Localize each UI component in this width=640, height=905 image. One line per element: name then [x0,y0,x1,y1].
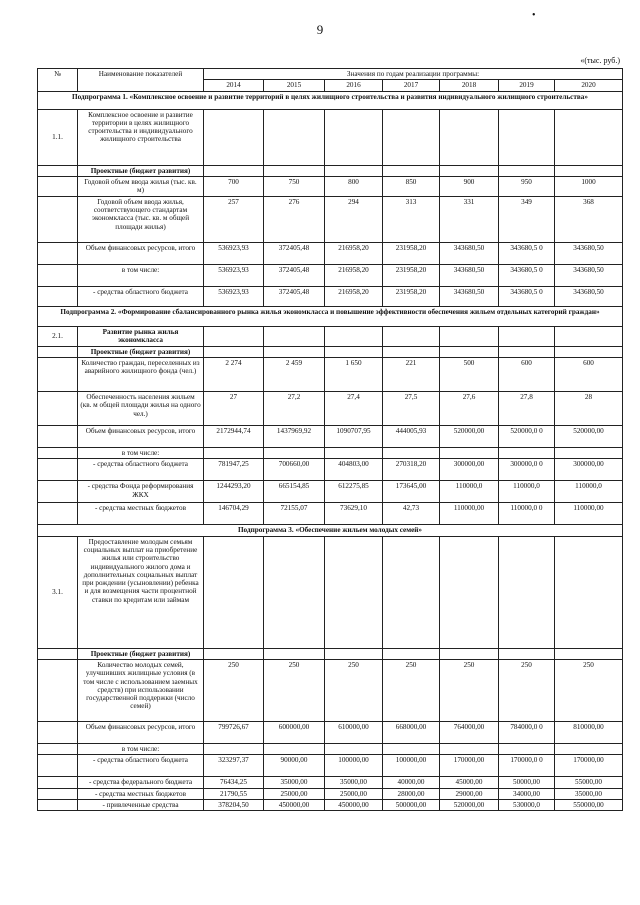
empty-cell [204,648,264,659]
value-cell: 444005,93 [383,426,440,448]
value-cell: 331 [440,196,499,242]
empty-cell [204,326,264,346]
empty-cell [383,109,440,165]
value-cell: 1244293,20 [204,481,264,503]
empty-cell [38,743,78,754]
value-cell: 323297,37 [204,755,264,777]
empty-cell [555,346,623,357]
value-cell: 250 [499,659,555,721]
value-cell: 500 [440,358,499,392]
empty-cell [38,459,78,481]
value-cell: 1 650 [325,358,383,392]
value-cell: 610000,00 [325,721,383,743]
value-cell: 21790,55 [204,788,264,799]
value-cell: 784000,0 0 [499,721,555,743]
empty-cell [383,326,440,346]
value-cell [440,448,499,459]
value-cell: 270318,20 [383,459,440,481]
empty-cell [440,326,499,346]
value-cell: 50000,00 [499,777,555,788]
header-name: Наименование показателей [78,69,204,92]
empty-cell [38,503,78,525]
table-row [38,358,623,392]
value-cell: 536923,93 [204,286,264,306]
value-cell: 343680,50 [440,286,499,306]
empty-cell [440,648,499,659]
value-cell: 950 [499,176,555,196]
value-cell: 231958,20 [383,286,440,306]
table-row [38,755,623,777]
table-row [38,721,623,743]
value-cell: 42,73 [383,503,440,525]
value-cell: 700660,00 [264,459,325,481]
value-cell: 216958,20 [325,264,383,286]
empty-cell [264,109,325,165]
empty-cell [555,109,623,165]
sub3-item-no: 3.1. [38,536,78,648]
empty-cell [325,109,383,165]
empty-cell [440,346,499,357]
sub3-title-row [38,525,623,536]
empty-cell [555,165,623,176]
value-cell: 294 [325,196,383,242]
row-label: Количество граждан, переселенных из аварийного жилищного фонда (чел.) [78,358,204,392]
value-cell: 372405,48 [264,242,325,264]
table-row [38,264,623,286]
value-cell: 28 [555,392,623,426]
empty-cell [555,326,623,346]
empty-cell [38,648,78,659]
header-year-2014: 2014 [204,80,264,91]
sub1-item-no: 1.1. [38,109,78,165]
table-row [38,242,623,264]
empty-cell [264,346,325,357]
value-cell: 146704,29 [204,503,264,525]
empty-cell [499,346,555,357]
value-cell: 110000,0 [555,481,623,503]
row-label: - привлеченные средства [78,799,204,810]
value-cell: 231958,20 [383,242,440,264]
empty-cell [383,648,440,659]
value-cell: 55000,00 [555,777,623,788]
table-row [38,777,623,788]
value-cell: 257 [204,196,264,242]
value-cell: 34000,00 [499,788,555,799]
value-cell: 1437969,92 [264,426,325,448]
value-cell: 110000,00 [440,503,499,525]
sub3-title: Подпрограмма 3. «Обеспечение жильем молодых семей» [38,525,623,536]
empty-cell [38,799,78,810]
empty-cell [204,536,264,648]
units-label: «(тыс. руб.) [580,56,620,65]
sub2-title-row [38,306,623,326]
empty-cell [38,165,78,176]
empty-cell [38,426,78,448]
value-cell: 300000,00 [440,459,499,481]
empty-cell [38,264,78,286]
table-row [38,426,623,448]
table-row [38,659,623,721]
header-year-2017: 2017 [383,80,440,91]
empty-cell [38,242,78,264]
table-row [38,459,623,481]
value-cell: 450000,00 [325,799,383,810]
value-cell: 28000,00 [383,788,440,799]
row-label: - средства областного бюджета [78,286,204,306]
table-row [38,481,623,503]
value-cell: 764000,00 [440,721,499,743]
sub3-item-name: Предоставление молодым семьям социальных выплат на приобретение жилья или строительство индивидуального жилого дома и дополнительных социальных выплат при рождении (усыновлении) ребенка и для возмещения части процентной ставки по кредитам или займам [78,536,204,648]
value-cell: 900 [440,176,499,196]
value-cell: 700 [204,176,264,196]
row-label: Годовой объем ввода жилья (тыс. кв. м) [78,176,204,196]
row-label: - средства Фонда реформирования ЖКХ [78,481,204,503]
value-cell: 343680,50 [555,286,623,306]
empty-cell [38,358,78,392]
empty-cell [38,346,78,357]
value-cell: 520000,00 [555,426,623,448]
value-cell: 536923,93 [204,264,264,286]
value-cell: 170000,00 [555,755,623,777]
value-cell: 110000,0 [440,481,499,503]
value-cell: 250 [325,659,383,721]
value-cell: 343680,5 0 [499,286,555,306]
empty-cell [38,481,78,503]
value-cell [204,448,264,459]
empty-cell [499,165,555,176]
row-label: Количество молодых семей, улучшивших жилищные условия (в том числе с использованием заемных средств) при использовании государственной поддержки (число семей) [78,659,204,721]
value-cell: 520000,00 [440,799,499,810]
value-cell: 343680,50 [440,242,499,264]
value-cell [499,448,555,459]
value-cell: 404803,00 [325,459,383,481]
value-cell: 27,5 [383,392,440,426]
sub2-item-row [38,326,623,346]
value-cell: 800 [325,176,383,196]
value-cell: 750 [264,176,325,196]
value-cell: 612275,85 [325,481,383,503]
sub1-item-row [38,109,623,165]
value-cell: 35000,00 [555,788,623,799]
value-cell: 349 [499,196,555,242]
empty-cell [38,755,78,777]
value-cell: 520000,0 0 [499,426,555,448]
table-row [38,799,623,810]
row-label: - средства областного бюджета [78,459,204,481]
value-cell: 250 [440,659,499,721]
empty-cell [325,346,383,357]
empty-cell [38,721,78,743]
sub1-proj-label: Проектные (бюджет развития) [78,165,204,176]
value-cell: 25000,00 [264,788,325,799]
table-row [38,788,623,799]
empty-cell [264,648,325,659]
value-cell: 520000,00 [440,426,499,448]
value-cell: 250 [383,659,440,721]
value-cell: 221 [383,358,440,392]
table-row [38,503,623,525]
row-label: в том числе: [78,448,204,459]
value-cell: 76434,25 [204,777,264,788]
value-cell: 368 [555,196,623,242]
empty-cell [555,536,623,648]
value-cell: 276 [264,196,325,242]
value-cell: 300000,00 [555,459,623,481]
value-cell: 35000,00 [264,777,325,788]
row-label: - средства местных бюджетов [78,503,204,525]
empty-cell [499,536,555,648]
value-cell [383,743,440,754]
value-cell: 40000,00 [383,777,440,788]
value-cell [499,743,555,754]
header-year-2016: 2016 [325,80,383,91]
sub3-proj-label: Проектные (бюджет развития) [78,648,204,659]
table-row [38,196,623,242]
row-label: Объем финансовых ресурсов, итого [78,721,204,743]
value-cell: 343680,50 [555,242,623,264]
row-label: в том числе: [78,743,204,754]
value-cell: 250 [264,659,325,721]
value-cell: 170000,0 0 [499,755,555,777]
value-cell: 799726,67 [204,721,264,743]
value-cell: 1000 [555,176,623,196]
value-cell: 313 [383,196,440,242]
row-label: - средства федерального бюджета [78,777,204,788]
value-cell: 343680,50 [440,264,499,286]
empty-cell [38,176,78,196]
row-label: Объем финансовых ресурсов, итого [78,242,204,264]
value-cell: 600 [555,358,623,392]
value-cell: 27,8 [499,392,555,426]
header-year-2015: 2015 [264,80,325,91]
value-cell: 300000,0 0 [499,459,555,481]
value-cell: 27,2 [264,392,325,426]
table-row [38,286,623,306]
row-label: Обеспеченность населения жильем (кв. м общей площади жилья на одного чел.) [78,392,204,426]
value-cell: 343680,5 0 [499,242,555,264]
value-cell [204,743,264,754]
empty-cell [204,346,264,357]
header-no: № [38,69,78,92]
sub2-item-no: 2.1. [38,326,78,346]
empty-cell [499,648,555,659]
row-label: - средства областного бюджета [78,755,204,777]
header-year-2018: 2018 [440,80,499,91]
sub2-proj-label: Проектные (бюджет развития) [78,346,204,357]
value-cell: 73629,10 [325,503,383,525]
value-cell [440,743,499,754]
empty-cell [555,648,623,659]
value-cell [555,448,623,459]
value-cell: 665154,85 [264,481,325,503]
empty-cell [264,165,325,176]
empty-cell [38,392,78,426]
value-cell [555,743,623,754]
value-cell: 378204,50 [204,799,264,810]
value-cell: 72155,07 [264,503,325,525]
empty-cell [499,109,555,165]
empty-cell [264,326,325,346]
value-cell: 250 [204,659,264,721]
empty-cell [38,448,78,459]
value-cell: 250 [555,659,623,721]
page-number: 9 [316,22,324,37]
empty-cell [383,346,440,357]
value-cell: 90000,00 [264,755,325,777]
value-cell: 25000,00 [325,788,383,799]
value-cell: 550000,00 [555,799,623,810]
value-cell: 110000,0 0 [499,503,555,525]
value-cell: 231958,20 [383,264,440,286]
value-cell: 810000,00 [555,721,623,743]
program-indicators-table [37,68,623,811]
value-cell: 216958,20 [325,286,383,306]
value-cell: 850 [383,176,440,196]
value-cell [325,448,383,459]
value-cell: 27,6 [440,392,499,426]
sub1-proj-row [38,165,623,176]
empty-cell [383,536,440,648]
value-cell: 2172944,74 [204,426,264,448]
value-cell: 372405,48 [264,286,325,306]
value-cell: 600000,00 [264,721,325,743]
row-label: Объем финансовых ресурсов, итого [78,426,204,448]
value-cell: 668000,00 [383,721,440,743]
row-label: в том числе: [78,264,204,286]
table-row [38,392,623,426]
empty-cell [38,659,78,721]
empty-cell [440,536,499,648]
header-year-2020: 2020 [555,80,623,91]
table-row [38,743,623,754]
header-values: Значения по годам реализации программы: [204,69,623,80]
empty-cell [499,326,555,346]
empty-cell [38,196,78,242]
value-cell: 100000,00 [325,755,383,777]
sub1-title-row [38,91,623,109]
value-cell: 173645,00 [383,481,440,503]
empty-cell [325,165,383,176]
value-cell [264,743,325,754]
empty-cell [440,165,499,176]
table-row [38,176,623,196]
value-cell: 530000,0 [499,799,555,810]
sub3-item-row [38,536,623,648]
value-cell: 27,4 [325,392,383,426]
sub2-title: Подпрограмма 2. «Формирование сбалансированного рынка жилья экономкласса и повышение эффективности обеспечения жильем отдельных категорий граждан» [38,306,623,326]
value-cell: 1090707,95 [325,426,383,448]
sub1-item-name: Комплексное освоение и развитие территории в целях жилищного строительства и индивидуального жилищного строительства [78,109,204,165]
value-cell: 536923,93 [204,242,264,264]
value-cell: 45000,00 [440,777,499,788]
value-cell: 600 [499,358,555,392]
empty-cell [38,777,78,788]
empty-cell [325,648,383,659]
sub1-title: Подпрограмма 1. «Комплексное освоение и развитие территорий в целях жилищного строительства и развития индивидуального жилищного строительства» [38,91,623,109]
value-cell: 500000,00 [383,799,440,810]
value-cell [383,448,440,459]
value-cell [325,743,383,754]
empty-cell [38,286,78,306]
header-year-2019: 2019 [499,80,555,91]
value-cell: 450000,00 [264,799,325,810]
value-cell [264,448,325,459]
empty-cell [440,109,499,165]
empty-cell [204,109,264,165]
empty-cell [264,536,325,648]
value-cell: 27 [204,392,264,426]
row-label: - средства местных бюджетов [78,788,204,799]
value-cell: 2 459 [264,358,325,392]
value-cell: 110000,0 [499,481,555,503]
row-label: Годовой объем ввода жилья, соответствующего стандартам экономкласса (тыс. кв. м общей площади жилья) [78,196,204,242]
value-cell: 2 274 [204,358,264,392]
sub2-item-name: Развитие рынка жилья экономкласса [78,326,204,346]
table-row [38,448,623,459]
value-cell: 781947,25 [204,459,264,481]
value-cell: 35000,00 [325,777,383,788]
value-cell: 110000,00 [555,503,623,525]
page-mark: • [532,10,536,21]
value-cell: 343680,50 [555,264,623,286]
value-cell: 170000,00 [440,755,499,777]
empty-cell [325,536,383,648]
sub2-proj-row [38,346,623,357]
value-cell: 216958,20 [325,242,383,264]
empty-cell [325,326,383,346]
value-cell: 372405,48 [264,264,325,286]
value-cell: 343680,5 0 [499,264,555,286]
value-cell: 100000,00 [383,755,440,777]
value-cell: 29000,00 [440,788,499,799]
sub3-proj-row [38,648,623,659]
empty-cell [38,788,78,799]
empty-cell [204,165,264,176]
empty-cell [383,165,440,176]
